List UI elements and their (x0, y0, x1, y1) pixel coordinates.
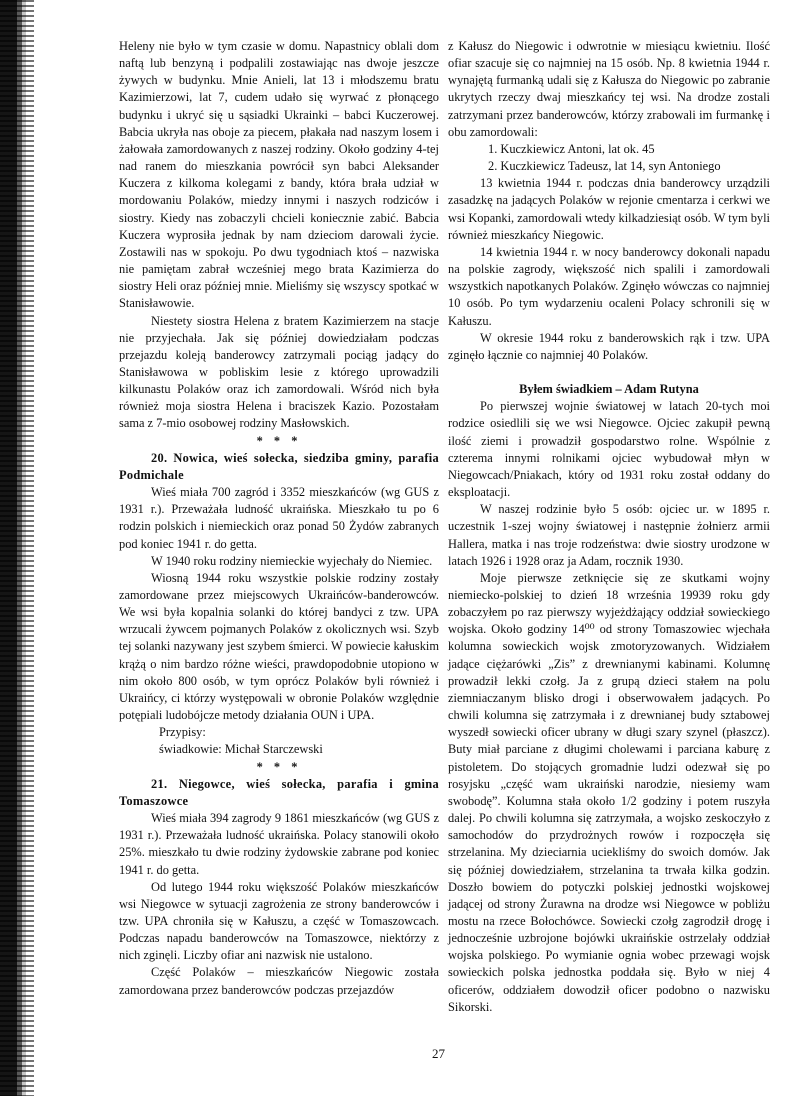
paragraph: Moje pierwsze zetknięcie się ze skutkami wojny niemiecko-polskiej to dzień 18 września 19939 roku gdy zobaczyłem po raz pierwszy wyjeżdżający oddział sowieckiego wojska. Około godziny 14⁰⁰ od strony Tomaszowiec wjechała kolumna sowieckich wojsk zmotoryzowanych. Widziałem jadące ciężarówki „Zis” z drewnianymi kabinami. Kolumnę prowadził lekki czołg. Ja z grupą dzieci stałem na polu ziemniaczanym blisko drogi i obserwowałem jadących. Po chwili kolumna się zatrzymała i z drewnianej budy sztabowej wyszedł sowiecki oficer ubrany w długi szary szynel (płaszcz). Buty miał parciane z długimi cholewami i parciana kaburę z pistoletem. Do stojących gromadnie ludzi odezwał się po rosyjsku „część wam ukraiński narodzie, niesiemy wam swobodę”. Kolumna stała około 1/2 godziny i potem ruszyła dalej. Po chwili kolumna się zatrzymała, a wojsko zeskoczyło z samochodów do przydrożnych rowów i rozpoczęła się strzelanina. My dzieciarnia uciekliśmy do swoich domów. Jak się później dowiedziałem, strzelanina ta trwała kilka godzin. Doszło bowiem do potyczki polskiej jednostki wojskowej jadącej od strony Żurawna na drodze wsi Niegowce w pobliżu mostu na rzece Bołochówce. Sowiecki czołg zagrodził drogę i jednocześnie uzbrojone bojówki ukraińskie ostrzelały oddział wojska polskiego. Po wymianie ognia wobec przewagi wojsk sowieckich polska jednostka poddała się. Było w niej 4 oficerów, oddziałem dowodził oficer podobno o nazwisku Sikorski. (448, 570, 770, 1014)
paragraph: W 1940 roku rodziny niemieckie wyjechały do Niemiec. (151, 553, 433, 568)
section-separator: * * * (256, 433, 302, 448)
section-heading: 21. Niegowce, wieś sołecka, parafia i gmina Tomaszowce (119, 776, 439, 808)
paragraph: Po pierwszej wojnie światowej w latach 20-tych moi rodzice osiedlili się we wsi Niegowce. Ojciec zakupił pewną ilość ziemi i prowadził gospodarstwo rolne. Wspólnie z czterema innymi rolnikami ojciec wybudował młyn w Niegowcach/Pniakach, który od 1931 roku został oddany do eksploatacji. (448, 399, 770, 500)
page-number: 27 (432, 1046, 445, 1061)
paragraph: W naszej rodzinie było 5 osób: ojciec ur. w 1895 r. uczestnik 1-szej wojny światowej i następnie żołnierz armii Hallera, matka i nas troje rodzeństwa: dwie siostry urodzone w latach 1926 i 1928 oraz ja Adam, rocznik 1930. (448, 502, 770, 568)
paragraph: Heleny nie było w tym czasie w domu. Napastnicy oblali dom naftą lub benzyną i podpalili zostawiając nas dwoje jeszcze żywych w budynku. Mnie Anieli, lat 13 i młodszemu bratu Kazimierzowi, lat 7, cudem udało się wyrwać z płonącego budynku i ukryć się u sąsiadki Ukrainki – babci Kuczerowej. Babcia ukryła nas oboje za piecem, płakała nad naszym losem i żałowała zamordowanych z naszej rodziny. Około godziny 4-tej nad ranem do mieszkania powrócił syn babci Aleksander Kuczera z kilkoma kolegami z bandy, która brała udział w mordowaniu Polaków, miedzy innymi i naszych rodziców i siostry. Kiedy nas zobaczyli chcieli koniecznie zabić. Babcia Kuczera wyprosiła jednak by nam dzieciom darowali życie. Zostawili nas w spokoju. Po dwu tygodniach ktoś – nazwiska nie pamiętam zabrał wcześniej mego brata Kazimierza do siostry Heli oraz później mnie. Mieliśmy się wszyscy spotkać w Stanisławowie. (119, 39, 439, 311)
paragraph: 14 kwietnia 1944 r. w nocy banderowcy dokonali napadu na polskie zagrody, większość nich spalili i zamordowali wszystkich napotkanych Polaków. Zginęło wówczas co najmniej 10 osób. Po tym wydarzeniu ocaleni Polacy schronili się w Kałuszu. (448, 244, 770, 328)
section-separator: * * * (256, 759, 302, 774)
list-item: 2. Kuczkiewicz Tadeusz, lat 14, syn Antoniego (488, 159, 721, 174)
paragraph: Niestety siostra Helena z bratem Kazimierzem na stacje nie przyjechała. Jak się później dowiedziałam podczas przejazdu koleją banderowcy zatrzymali pociąg jadący do Stanisławowa w pobliskim lesie z którego uprowadzili kilkunastu Polaków oraz ich zamordowali. Wśród nich była również moja siostra Helena i braciszek Kazio. Pozostałam sama z 7-mio osobowej rodziny Masłowskich. (119, 313, 439, 431)
section-heading: Byłem świadkiem – Adam Rutyna (519, 382, 699, 397)
paragraph: Wieś miała 700 zagród i 3352 mieszkańców (wg GUS z 1931 r.). Przeważała ludność ukraińska. Mieszkało tu po 6 rodzin polskich i niemieckich oraz ponad 50 Żydów zabranych pod koniec 1941 r. do getta. (119, 485, 439, 551)
paragraph: Wiosną 1944 roku wszystkie polskie rodziny zostały zamordowane przez miejscowych Ukraińców-banderowców. We wsi była kopalnia solanki do której bandyci z tzw. UPA wrzucali żywcem pojmanych Polaków z okolicznych wsi. Szyb tej solanki nazywany jest szybem śmierci. W powiecie kałuskim krążą o nim bardzo różne wieści, prawdopodobnie utopiono w nim około 800 osób, w tym oprócz Polaków byli również i Ukraińcy, ci którzy występowali w obronie Polaków względnie potępiali ludobójcze metody działania OUN i UPA. (119, 570, 439, 723)
spacer (448, 364, 770, 381)
paragraph: Część Polaków – mieszkańców Niegowic została zamordowana przez banderowców podczas przejazdów (119, 965, 439, 997)
paragraph: 13 kwietnia 1944 r. podczas dnia banderowcy urządzili zasadzkę na jadących Polaków w rejonie cmentarza i cerkwi we wsi Kopanki, zamordowali wtedy kilkadziesiąt osób. W tym byli również mieszkańcy Niegowic. (448, 176, 770, 242)
paragraph: Od lutego 1944 roku większość Polaków mieszkańców wsi Niegowce w sytuacji zagrożenia ze strony banderowców i tzw. UPA chroniła się w Kałuszu, a część w Tomaszowcach. Podczas napadu banderowców na Tomaszowce, niektórzy z nich zginęli. Liczby ofiar ani nazwisk nie ustalono. (119, 879, 439, 963)
list-item: 1. Kuczkiewicz Antoni, lat ok. 45 (488, 141, 655, 156)
scan-edge-shadow (0, 0, 34, 1096)
paragraph: W okresie 1944 roku z banderowskich rąk i tzw. UPA zginęło łącznie co najmniej 40 Polaków. (448, 330, 770, 362)
footnote-line: Przypisy: (159, 725, 206, 740)
paragraph: z Kałusz do Niegowic i odwrotnie w miesiącu kwietniu. Ilość ofiar szacuje się co najmniej na 15 osób. Np. 8 kwietnia 1944 r. wynajętą furmanką udali się z Kałusza do Niegowic po zabranie ukrytych rzeczy dwaj mieszkańcy tej wsi. Na drodze zostali zatrzymani przez banderowców, którzy zrabowali im furmankę i obu zamordowali: (448, 39, 770, 139)
left-column (119, 38, 439, 999)
right-column (448, 38, 770, 1016)
paragraph: Wieś miała 394 zagrody 9 1861 mieszkańców (wg GUS z 1931 r.). Przeważała ludność ukraińska. Polacy stanowili około 25%. mieszkało tu dwie rodziny żydowskie zabrane pod koniec 1941 r. do getta. (119, 811, 439, 877)
footnote-line: świadkowie: Michał Starczewski (159, 742, 323, 757)
section-heading: 20. Nowica, wieś sołecka, siedziba gminy, parafia Podmichale (119, 450, 439, 482)
